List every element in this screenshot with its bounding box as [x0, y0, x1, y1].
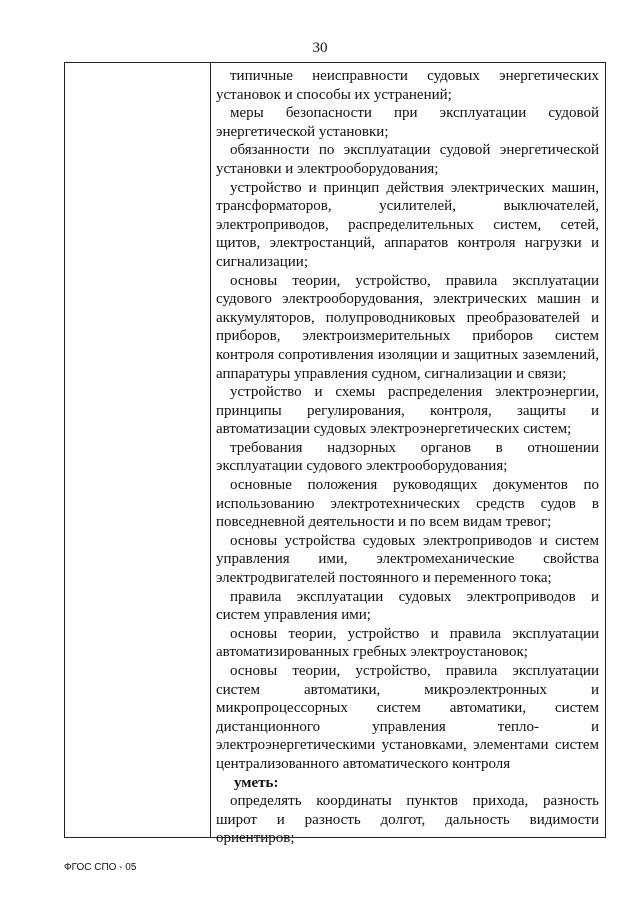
knowledge-item-12: основы теории, устройство, правила эксплуатации систем автоматики, микроэлектронных и микропроцессорных систем автоматики, систем дистанционного управления тепло- и электроэнергетическими установками, элементами систем централизованного автоматического контроля — [216, 663, 599, 772]
knowledge-item-9: основы устройства судовых электроприводов и систем управления ими, электромеханические свойства электродвигателей постоянного и переменного тока; — [216, 532, 599, 587]
document-footer: ФГОС СПО - 05 — [64, 862, 137, 873]
knowledge-item-7: требования надзорных органов в отношении эксплуатации судового электрооборудования; — [216, 439, 599, 475]
knowledge-item-4: устройство и принцип действия электрических машин, трансформаторов, усилителей, выключателей, электроприводов, распределительных систем, сетей, щитов, электростанций, аппаратов контроля нагрузки и сигнализации; — [216, 179, 599, 270]
knowledge-item-10: правила эксплуатации судовых электроприводов и систем управления ими; — [216, 588, 599, 624]
page-number: 30 — [312, 40, 328, 56]
table-right-column — [211, 63, 605, 847]
knowledge-item-1: типичные неисправности судовых энергетических установок и способы их устранений; — [216, 68, 599, 103]
knowledge-item-3: обязанности по эксплуатации судовой энергетической установки и электрооборудования; — [216, 142, 599, 177]
knowledge-item-2: меры безопасности при эксплуатации судовой энергетической установки; — [216, 105, 599, 140]
knowledge-item-6: устройство и схемы распределения электроэнергии, принципы регулирования, контроля, защиты и автоматизации судовых электроэнергетических систем; — [216, 384, 599, 438]
knowledge-item-5: основы теории, устройство, правила эксплуатации судового электрооборудования, электрических машин и аккумуляторов, полупроводниковых преобразователей и приборов, электроизмерительных приборов систем контроля сопротивления изоляции и защитных заземлений, аппаратуры управления судном, сигнализации и связи; — [216, 272, 599, 382]
skill-item-1: определять координаты пунктов прихода, разность широт и разность долгот, дальность видимости ориентиров; — [216, 793, 599, 847]
skills-heading: уметь: — [234, 774, 279, 791]
table-left-column — [65, 63, 211, 837]
knowledge-item-11: основы теории, устройство и правила эксплуатации автоматизированных гребных электроустановок; — [216, 625, 599, 661]
knowledge-item-8: основные положения руководящих документов по использованию электротехнических средств судов в повседневной деятельности и по всем видам тревог; — [216, 477, 599, 531]
competency-table — [64, 62, 606, 847]
